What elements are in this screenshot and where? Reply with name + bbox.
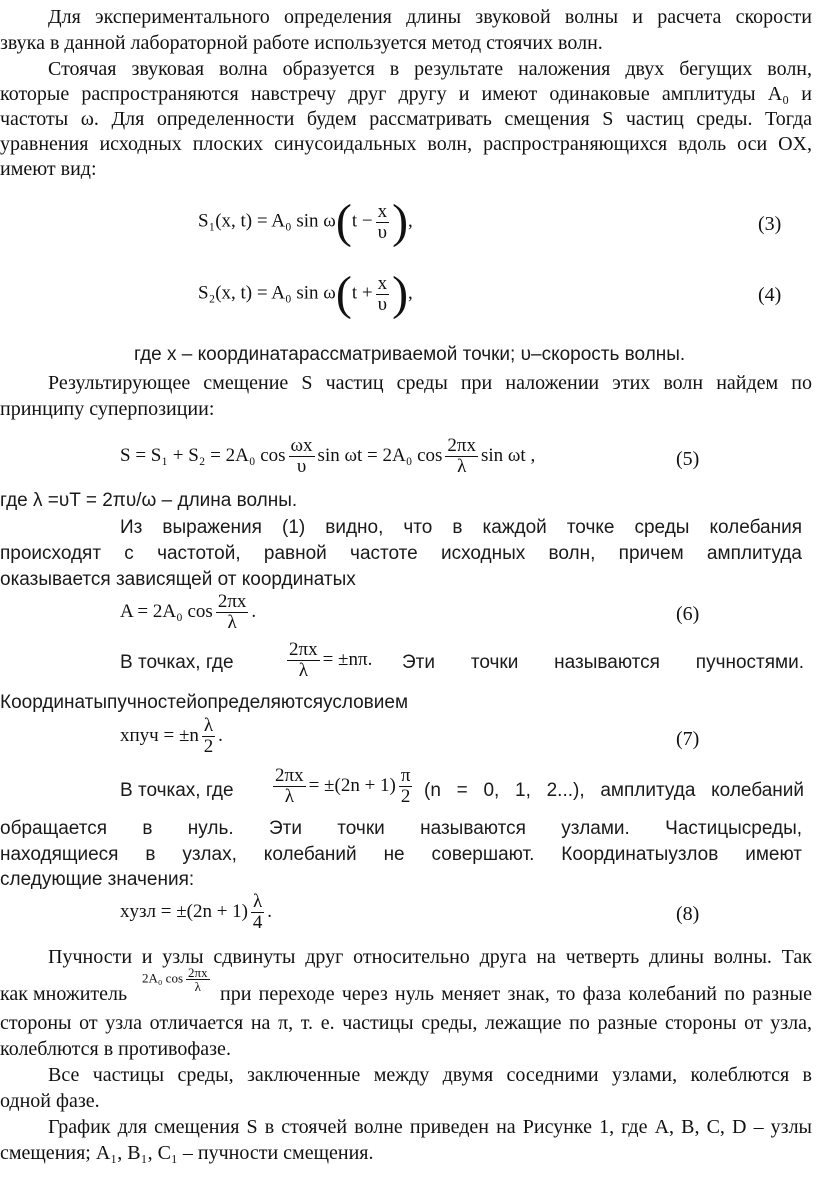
- equation-8: xузл = ±(2n + 1) $\frac{\lambda}{4}$ .: [120, 891, 272, 933]
- paragraph-line: стороны от узла отличается на π, т. е. частицы среды, лежащие по разные стороны от узла,: [0, 1012, 812, 1034]
- paragraph-line: колеблются в противофазе.: [0, 1038, 231, 1060]
- paragraph-line: График для смещения S в стоячей волне приведен на Рисунке 1, где A, B, C, D – узлы: [48, 1116, 812, 1138]
- equation-number: (6): [676, 603, 700, 625]
- paragraph-line: оказывается зависящей от координатыx: [0, 569, 356, 590]
- equation-number: (3): [758, 213, 782, 235]
- paragraph-line: обращается в нуль. Эти точки называются узлами. Частицысреды,: [0, 818, 802, 839]
- paragraph-text: (n = 0, 1, 2...), амплитуда колебаний: [424, 780, 804, 801]
- paragraph-line: Пучности и узлы сдвинуты друг относительно друга на четверть длины волны. Так: [48, 946, 812, 968]
- paragraph-line: Результирующее смещение S частиц среды при наложении этих волн найдем по: [48, 372, 812, 394]
- where-clause: где x – координатарассматриваемой точки; υ–скорость волны.: [134, 344, 686, 365]
- equation-number: (7): [676, 728, 700, 750]
- equation-number: (4): [758, 284, 782, 306]
- equation-7: xпуч = ±n $\frac{\lambda}{2}$ .: [120, 715, 223, 757]
- paragraph-line: следующие значения:: [0, 869, 195, 890]
- multiplier-expression: 2A₀ cos $\frac{2\pi x}{\lambda}$: [142, 965, 208, 994]
- where-clause: где λ =υT = 2πυ/ω – длина волны.: [0, 490, 298, 511]
- equation-number: (8): [676, 903, 700, 925]
- paragraph-line: Все частицы среды, заключенные между двумя соседними узлами, колеблются в: [48, 1064, 812, 1086]
- equation-6: A = 2A₀ cos $\frac{2\pi x}{\lambda}$ .: [120, 591, 257, 633]
- equation-number: (5): [676, 448, 700, 470]
- paragraph-line: которые распространяются навстречу друг другу и имеют одинаковые амплитуды A₀ и: [0, 83, 812, 105]
- paragraph-line: принципу суперпозиции:: [0, 398, 215, 420]
- equation-4: S₂(x, t) = A₀ sin ω(t + $\frac{x}{\upsilon}$ ),: [198, 267, 413, 320]
- paragraph-line: имеют вид:: [0, 158, 97, 180]
- paragraph-line: частоты ω. Для определенности будем рассматривать смещения S частиц среды. Тогда: [0, 108, 812, 130]
- paragraph-text: как множитель: [0, 983, 128, 1005]
- paragraph-text: Эти точки называются пучностями.: [402, 652, 804, 673]
- paragraph-text: В точках, где: [120, 652, 234, 673]
- paragraph-line: происходят с частотой, равной частоте исходных волн, причем амплитуда: [0, 543, 802, 564]
- paragraph-line: смещения; A₁, B₁, C₁ – пучности смещения.: [0, 1142, 374, 1164]
- paragraph-line: уравнения исходных плоских синусоидальных волн, распространяющихся вдоль оси OX,: [0, 133, 812, 155]
- paragraph-line: звука в данной лабораторной работе используется метод стоячих волн.: [0, 32, 603, 54]
- paragraph-line: одной фазе.: [0, 1090, 100, 1112]
- equation-5: S = S₁ + S₂ = 2A₀ cos $\frac{\omega x}{\upsilon}$ sin ωt = 2A₀ cos $\frac{2\pi x}{\lambda}$ sin ωt ,: [120, 435, 536, 477]
- antinode-condition: $\frac{2\pi x}{\lambda}$ = ±nπ.: [289, 639, 373, 681]
- paragraph-line: Координатыпучностейопределяютсяусловием: [0, 692, 409, 713]
- paragraph-line: Из выражения (1) видно, что в каждой точке среды колебания: [120, 517, 802, 538]
- paragraph-line: находящиеся в узлах, колебаний не совершают. Координатыузлов имеют: [0, 844, 802, 865]
- paragraph-line: Стоячая звуковая волна образуется в результате наложения двух бегущих волн,: [48, 58, 812, 80]
- paragraph-text: при переходе через нуль меняет знак, то фаза колебаний по разные: [220, 983, 812, 1005]
- paragraph-line: Для экспериментального определения длины звуковой волны и расчета скорости: [48, 6, 812, 28]
- paragraph-text: В точках, где: [120, 780, 234, 801]
- node-condition: $\frac{2\pi x}{\lambda}$ = ±(2n + 1) $\frac{\pi}{2}$: [275, 765, 411, 807]
- equation-3: S₁(x, t) = A₀ sin ω(t − $\frac{x}{\upsilon}$ ),: [198, 195, 413, 248]
